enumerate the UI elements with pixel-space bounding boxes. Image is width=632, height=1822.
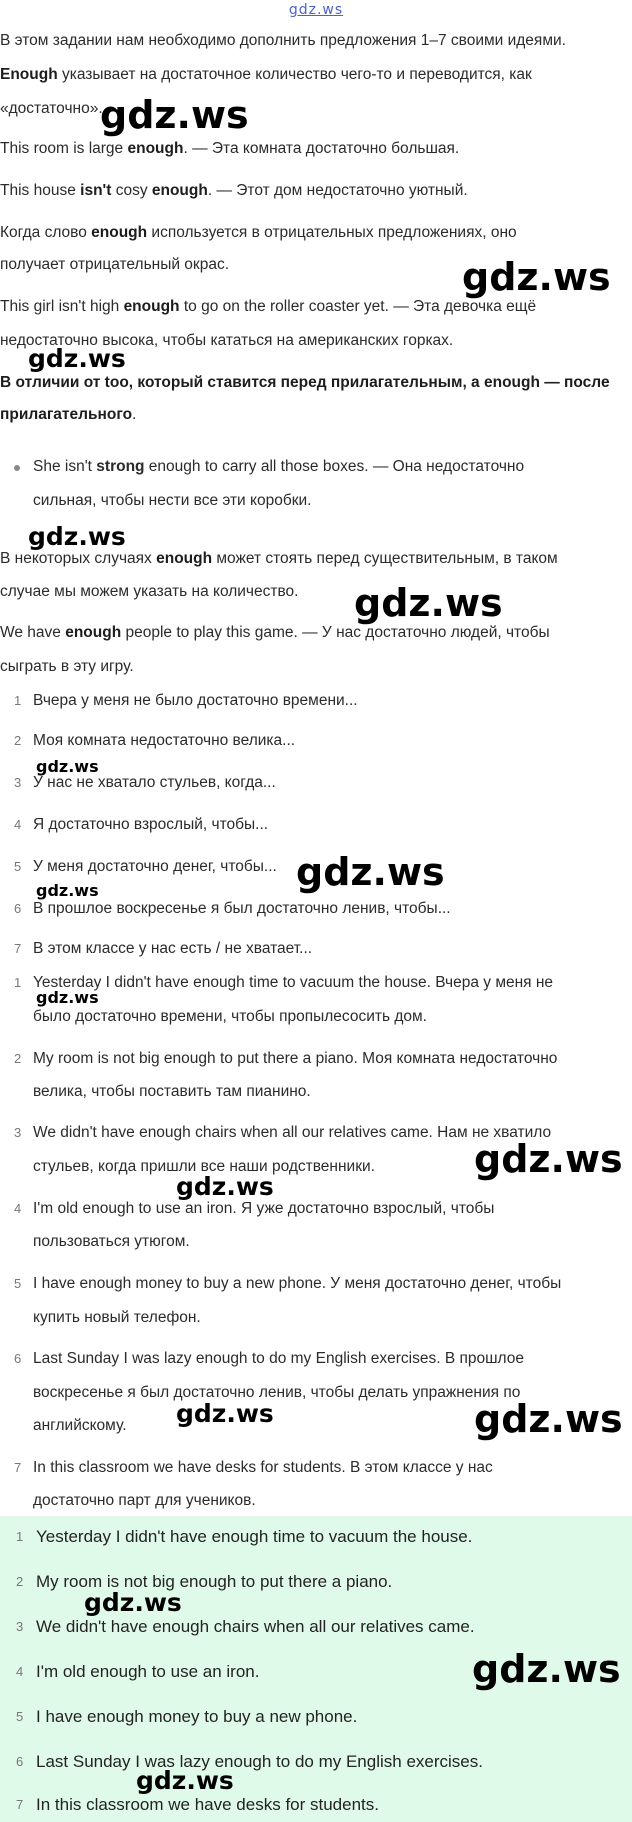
noun-usage-note-cont: случае мы можем указать на количество. xyxy=(0,583,299,600)
translation-item-cont: купить новый телефон. xyxy=(33,1309,201,1326)
translation-item: I'm old enough to use an iron. Я уже достаточно взрослый, чтобы xyxy=(33,1200,495,1217)
watermark: gdz.ws xyxy=(462,255,611,299)
bullet-dot xyxy=(14,465,20,471)
example-sentence: This room is large enough. — Эта комната достаточно большая. xyxy=(0,140,460,157)
list-number: 7 xyxy=(14,941,22,956)
list-number: 3 xyxy=(14,775,22,790)
enough-definition-cont: «достаточно». xyxy=(0,100,103,117)
prompt-item: У нас не хватало стульев, когда... xyxy=(33,774,276,791)
list-number: 3 xyxy=(14,1125,22,1140)
list-number: 4 xyxy=(16,1664,24,1679)
list-number: 5 xyxy=(16,1709,24,1724)
prompt-item: В прошлое воскресенье я был достаточно ленив, чтобы... xyxy=(33,900,451,917)
translation-item-cont: было достаточно времени, чтобы пропылесосить дом. xyxy=(33,1008,427,1025)
prompt-item: В этом классе у нас есть / не хватает... xyxy=(33,940,313,957)
watermark: gdz.ws xyxy=(176,1399,274,1428)
translation-item-cont: стульев, когда пришли все наши родственники. xyxy=(33,1158,375,1175)
negative-usage-note: Когда слово enough используется в отрицательных предложениях, оно xyxy=(0,224,517,241)
list-number: 6 xyxy=(16,1754,24,1769)
translation-item-cont: английскому. xyxy=(33,1417,127,1434)
list-number: 1 xyxy=(16,1529,24,1544)
example-sentence: This house isn't cosy enough. — Этот дом недостаточно уютный. xyxy=(0,182,468,199)
list-number: 7 xyxy=(16,1797,24,1812)
translation-item: My room is not big enough to put there a piano. Моя комната недостаточно xyxy=(33,1050,558,1067)
watermark: gdz.ws xyxy=(36,881,99,900)
translation-item-cont: воскресенье я был достаточно ленив, чтобы делать упражнения по xyxy=(33,1384,521,1401)
prompt-item: Моя комната недостаточно велика... xyxy=(33,732,296,749)
list-number: 6 xyxy=(14,901,22,916)
watermark: gdz.ws xyxy=(354,581,503,625)
bullet-example-cont: сильная, чтобы нести все эти коробки. xyxy=(33,492,312,509)
translation-item: Yesterday I didn't have enough time to vacuum the house. Вчера у меня не xyxy=(33,974,554,991)
watermark: gdz.ws xyxy=(474,1397,623,1441)
answer-item: Last Sunday I was lazy enough to do my English exercises. xyxy=(36,1752,483,1771)
translation-item: We didn't have enough chairs when all our relatives came. Нам не хватило xyxy=(33,1124,552,1141)
negative-usage-note-cont: получает отрицательный окрас. xyxy=(0,256,230,273)
rule-note: В отличии от too, который ставится перед прилагательным, a enough — после xyxy=(0,374,610,391)
intro-paragraph: В этом задании нам необходимо дополнить предложения 1–7 своими идеями. xyxy=(0,32,566,49)
list-number: 4 xyxy=(14,1201,22,1216)
watermark: gdz.ws xyxy=(28,522,126,551)
answer-item: My room is not big enough to put there a piano. xyxy=(36,1572,393,1591)
example-sentence: We have enough people to play this game. — У нас достаточно людей, чтобы xyxy=(0,624,550,641)
site-logo[interactable]: gdz.ws xyxy=(288,2,344,18)
watermark: gdz.ws xyxy=(84,1588,182,1617)
watermark: gdz.ws xyxy=(36,757,99,776)
translation-item: In this classroom we have desks for students. В этом классе у нас xyxy=(33,1459,493,1476)
watermark: gdz.ws xyxy=(474,1137,623,1181)
list-number: 2 xyxy=(14,1051,22,1066)
watermark: gdz.ws xyxy=(296,850,445,894)
prompt-item: У меня достаточно денег, чтобы... xyxy=(33,858,277,875)
prompt-item: Я достаточно взрослый, чтобы... xyxy=(33,816,269,833)
translation-item-cont: велика, чтобы поставить там пианино. xyxy=(33,1083,311,1100)
translation-item: I have enough money to buy a new phone. У меня достаточно денег, чтобы xyxy=(33,1275,562,1292)
watermark: gdz.ws xyxy=(176,1172,274,1201)
example-sentence: This girl isn't high enough to go on the roller coaster yet. — Эта девочка ещё xyxy=(0,298,537,315)
watermark: gdz.ws xyxy=(36,988,99,1007)
list-number: 7 xyxy=(14,1460,22,1475)
list-number: 5 xyxy=(14,859,22,874)
watermark: gdz.ws xyxy=(28,344,126,373)
noun-usage-note: В некоторых случаях enough может стоять перед существительным, в таком xyxy=(0,550,558,567)
answer-item: I have enough money to buy a new phone. xyxy=(36,1707,358,1726)
prompt-item: Вчера у меня не было достаточно времени... xyxy=(33,692,358,709)
list-number: 2 xyxy=(14,733,22,748)
watermark: gdz.ws xyxy=(100,93,249,137)
list-number: 3 xyxy=(16,1619,24,1634)
answer-item: We didn't have enough chairs when all our relatives came. xyxy=(36,1617,475,1636)
example-sentence-cont: недостаточно высока, чтобы кататься на американских горках. xyxy=(0,332,454,349)
answer-item: I'm old enough to use an iron. xyxy=(36,1662,260,1681)
example-sentence-cont: сыграть в эту игру. xyxy=(0,658,134,675)
list-number: 2 xyxy=(16,1574,24,1589)
list-number: 1 xyxy=(14,975,22,990)
rule-note-cont: прилагательного. xyxy=(0,406,137,423)
bullet-example: She isn't strong enough to carry all those boxes. — Она недостаточно xyxy=(33,458,525,475)
translation-item: Last Sunday I was lazy enough to do my English exercises. В прошлое xyxy=(33,1350,525,1367)
translation-item-cont: достаточно парт для учеников. xyxy=(33,1492,256,1509)
translation-item-cont: пользоваться утюгом. xyxy=(33,1233,190,1250)
list-number: 6 xyxy=(14,1351,22,1366)
answer-item: Yesterday I didn't have enough time to vacuum the house. xyxy=(36,1527,473,1546)
enough-definition: Enough указывает на достаточное количество чего-то и переводится, как xyxy=(0,66,532,83)
watermark: gdz.ws xyxy=(472,1647,621,1691)
list-number: 5 xyxy=(14,1276,22,1291)
list-number: 1 xyxy=(14,693,22,708)
list-number: 4 xyxy=(14,817,22,832)
answer-item: In this classroom we have desks for students. xyxy=(36,1795,379,1814)
watermark: gdz.ws xyxy=(136,1766,234,1795)
